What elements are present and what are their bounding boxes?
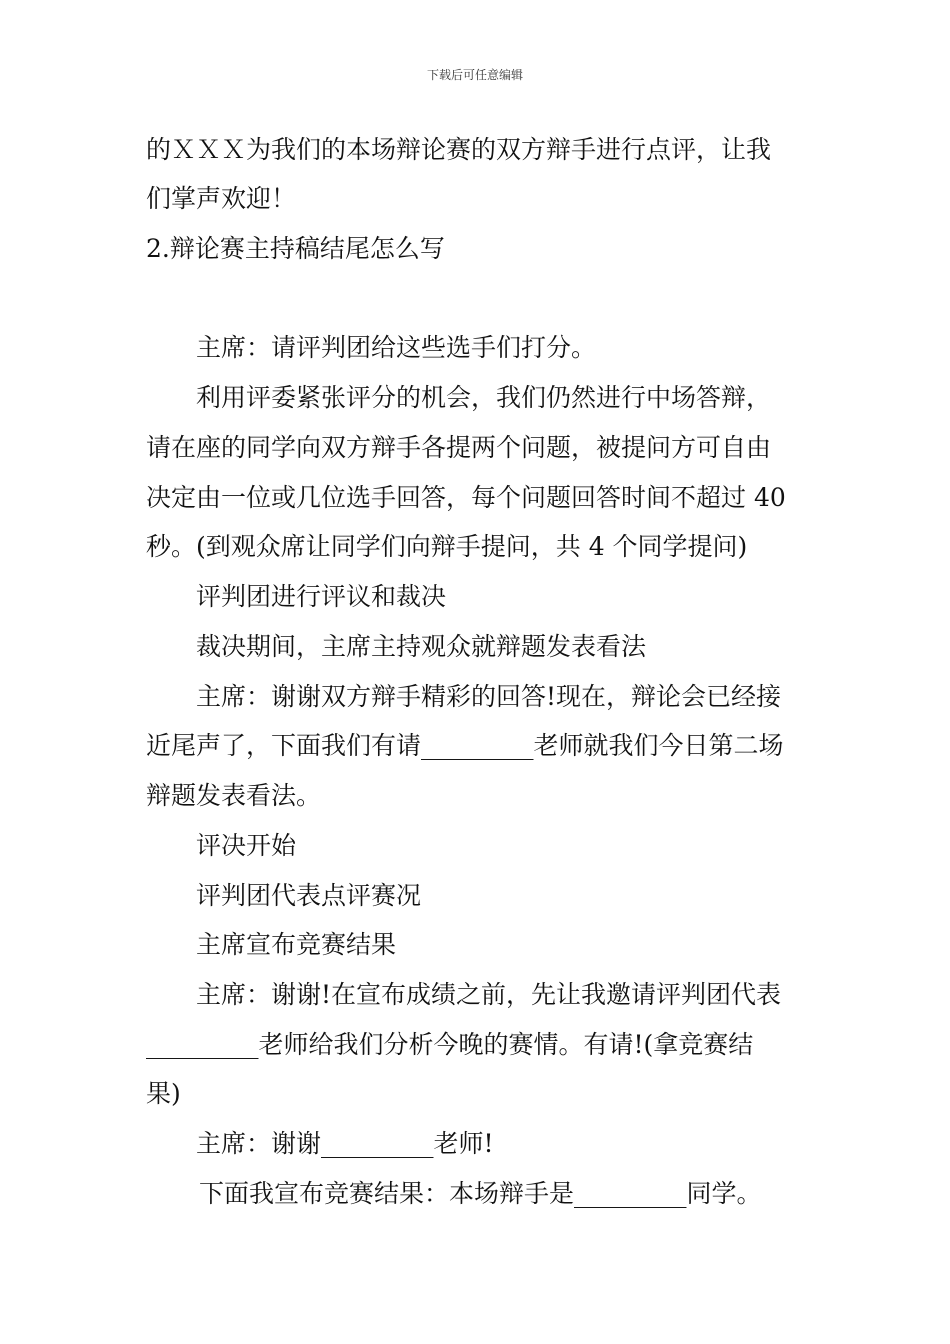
paragraph-line: 下面我宣布竞赛结果：本场辩手是_________同学。: [199, 1179, 762, 1208]
paragraph-line: 秒。(到观众席让同学们向辩手提问，共 4 个同学提问): [146, 532, 748, 561]
paragraph-line: 利用评委紧张评分的机会，我们仍然进行中场答辩，: [196, 383, 772, 412]
paragraph-line: 评判团代表点评赛况: [196, 881, 422, 910]
paragraph-line: 裁决期间，主席主持观众就辩题发表看法: [196, 632, 647, 661]
page-header: 下载后可任意编辑: [426, 68, 523, 82]
paragraph-line: 果): [146, 1079, 181, 1108]
paragraph-line: 主席宣布竞赛结果: [196, 930, 397, 959]
paragraph-line: 辩题发表看法。: [146, 781, 322, 810]
paragraph-line: 请在座的同学向双方辩手各提两个问题，被提问方可自由: [146, 433, 772, 462]
paragraph-line: 主席：谢谢双方辩手精彩的回答!现在，辩论会已经接: [196, 682, 782, 711]
section-heading: 2.辩论赛主持稿结尾怎么写: [146, 234, 445, 263]
paragraph-line: 主席：请评判团给这些选手们打分。: [196, 333, 597, 362]
paragraph-line: 评判团进行评议和裁决: [196, 582, 447, 611]
paragraph-line: 主席：谢谢_________老师!: [196, 1129, 494, 1158]
paragraph-line: 评决开始: [196, 831, 297, 860]
paragraph-line: 决定由一位或几位选手回答，每个问题回答时间不超过 40: [146, 483, 786, 512]
paragraph-line: _________老师给我们分析今晚的赛情。有请!(拿竞赛结: [146, 1030, 754, 1059]
paragraph-line: 主席：谢谢!在宣布成绩之前，先让我邀请评判团代表: [196, 980, 782, 1009]
paragraph-line: 近尾声了，下面我们有请_________老师就我们今日第二场: [146, 731, 784, 760]
paragraph-line: 的ＸＸＸ为我们的本场辩论赛的双方辩手进行点评，让我: [146, 135, 772, 164]
paragraph-line: 们掌声欢迎！: [146, 184, 297, 213]
